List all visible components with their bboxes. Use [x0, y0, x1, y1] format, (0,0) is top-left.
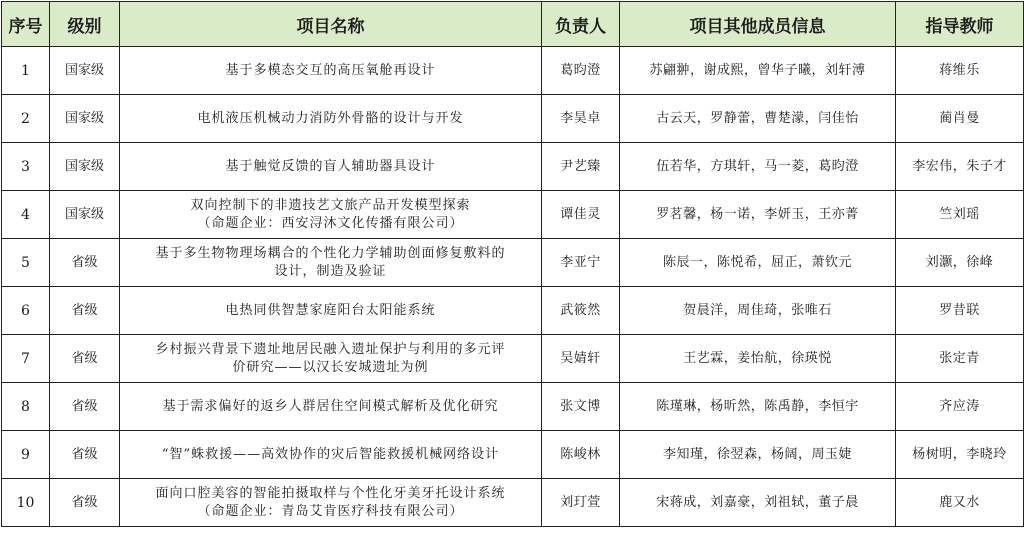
cell-leader: 葛昀澄 [542, 47, 620, 95]
cell-members: 古云天，罗静蕾，曹楚濛，闫佳怡 [620, 95, 896, 143]
cell-project-name [120, 239, 542, 287]
project-name-line: 面向口腔美容的智能拍摄取样与个性化牙美牙托设计系统 [155, 485, 506, 501]
project-name-line: 基于需求偏好的返乡人群居住空间模式解析及优化研究 [162, 398, 499, 414]
table-body [2, 47, 1024, 527]
project-table [1, 1, 1024, 527]
project-name-line: 电机液压机械动力消防外骨骼的设计与开发 [197, 110, 464, 126]
project-name-line: （命题企业：青岛艾肯医疗科技有限公司） [197, 503, 464, 519]
table-row [2, 95, 1024, 143]
project-name-line: 基于多模态交互的高压氧舱再设计 [225, 62, 436, 78]
header-level: 级别 [50, 2, 120, 47]
cell-advisor: 竺刘瑶 [896, 191, 1024, 239]
cell-level: 省级 [50, 383, 120, 431]
cell-project-name [120, 479, 542, 527]
cell-project-name [120, 431, 542, 479]
table-row [2, 383, 1024, 431]
cell-members: 李知瑾，徐翌森，杨阔，周玉婕 [620, 431, 896, 479]
cell-members: 宋蒋成，刘嘉豪，刘祖轼，董子晨 [620, 479, 896, 527]
table-row [2, 239, 1024, 287]
cell-advisor: 蔺肖曼 [896, 95, 1024, 143]
table-row [2, 143, 1024, 191]
cell-project-name [120, 335, 542, 383]
cell-leader: 刘玎萱 [542, 479, 620, 527]
cell-advisor: 李宏伟，朱子才 [896, 143, 1024, 191]
cell-project-name [120, 143, 542, 191]
cell-advisor: 蒋维乐 [896, 47, 1024, 95]
cell-level: 省级 [50, 287, 120, 335]
cell-members: 伍若华，方琪轩，马一菱，葛昀澄 [620, 143, 896, 191]
cell-project-name [120, 383, 542, 431]
project-name-line: 设计，制造及验证 [274, 263, 387, 279]
cell-members: 苏翩翀，谢成熙，曾华子曦，刘轩溥 [620, 47, 896, 95]
project-name-line: 双向控制下的非遗技艺文旅产品开发模型探索 [190, 197, 471, 213]
cell-leader: 李亚宁 [542, 239, 620, 287]
table-row [2, 47, 1024, 95]
cell-seq: 5 [2, 239, 50, 287]
cell-members: 罗茗馨，杨一诺，李妍玉，王亦菁 [620, 191, 896, 239]
cell-advisor: 刘灏，徐峰 [896, 239, 1024, 287]
cell-project-name [120, 47, 542, 95]
cell-seq: 9 [2, 431, 50, 479]
cell-members: 贺晨洋，周佳琦，张唯石 [620, 287, 896, 335]
cell-seq: 2 [2, 95, 50, 143]
cell-project-name [120, 191, 542, 239]
cell-level: 省级 [50, 431, 120, 479]
cell-level: 省级 [50, 335, 120, 383]
cell-seq: 4 [2, 191, 50, 239]
header-leader: 负责人 [542, 2, 620, 47]
cell-seq: 8 [2, 383, 50, 431]
table-row [2, 287, 1024, 335]
cell-level: 国家级 [50, 143, 120, 191]
cell-seq: 3 [2, 143, 50, 191]
cell-level: 省级 [50, 239, 120, 287]
cell-project-name [120, 95, 542, 143]
project-name-line: 基于多生物物理场耦合的个性化力学辅助创面修复敷料的 [155, 245, 506, 261]
cell-level: 国家级 [50, 47, 120, 95]
project-name-line: 乡村振兴背景下遗址地居民融入遗址保护与利用的多元评 [155, 341, 506, 357]
project-name-line: 价研究——以汉长安城遗址为例 [232, 359, 429, 375]
header-seq: 序号 [2, 2, 50, 47]
project-name-line: （命题企业：西安浔沐文化传播有限公司） [197, 215, 464, 231]
cell-leader: 陈峻林 [542, 431, 620, 479]
cell-seq: 7 [2, 335, 50, 383]
cell-leader: 谭佳灵 [542, 191, 620, 239]
cell-advisor: 鹿又水 [896, 479, 1024, 527]
cell-level: 国家级 [50, 95, 120, 143]
project-name-line: “智”蛛救援——高效协作的灾后智能救援机械网络设计 [161, 446, 500, 462]
project-name-line: 基于触觉反馈的盲人辅助器具设计 [225, 158, 436, 174]
cell-members: 王艺霖，姜怡航，徐瑛悦 [620, 335, 896, 383]
table-row [2, 479, 1024, 527]
cell-members: 陈辰一，陈悦希，屈正，萧钦元 [620, 239, 896, 287]
cell-seq: 10 [2, 479, 50, 527]
cell-leader: 武筱然 [542, 287, 620, 335]
cell-advisor: 张定青 [896, 335, 1024, 383]
cell-project-name [120, 287, 542, 335]
cell-level: 省级 [50, 479, 120, 527]
cell-level: 国家级 [50, 191, 120, 239]
cell-advisor: 罗昔联 [896, 287, 1024, 335]
cell-leader: 李昊卓 [542, 95, 620, 143]
cell-advisor: 齐应涛 [896, 383, 1024, 431]
table-row [2, 431, 1024, 479]
header-name: 项目名称 [120, 2, 542, 47]
cell-leader: 尹艺臻 [542, 143, 620, 191]
cell-leader: 张文博 [542, 383, 620, 431]
cell-seq: 1 [2, 47, 50, 95]
header-row [2, 2, 1024, 47]
table-row [2, 191, 1024, 239]
cell-leader: 吴婧轩 [542, 335, 620, 383]
header-members: 项目其他成员信息 [620, 2, 896, 47]
header-advisor: 指导教师 [896, 2, 1024, 47]
cell-seq: 6 [2, 287, 50, 335]
cell-members: 陈瑾琳，杨昕然，陈禹静，李恒宇 [620, 383, 896, 431]
project-name-line: 电热同供智慧家庭阳台太阳能系统 [225, 302, 436, 318]
cell-advisor: 杨树明，李晓玲 [896, 431, 1024, 479]
table-row [2, 335, 1024, 383]
